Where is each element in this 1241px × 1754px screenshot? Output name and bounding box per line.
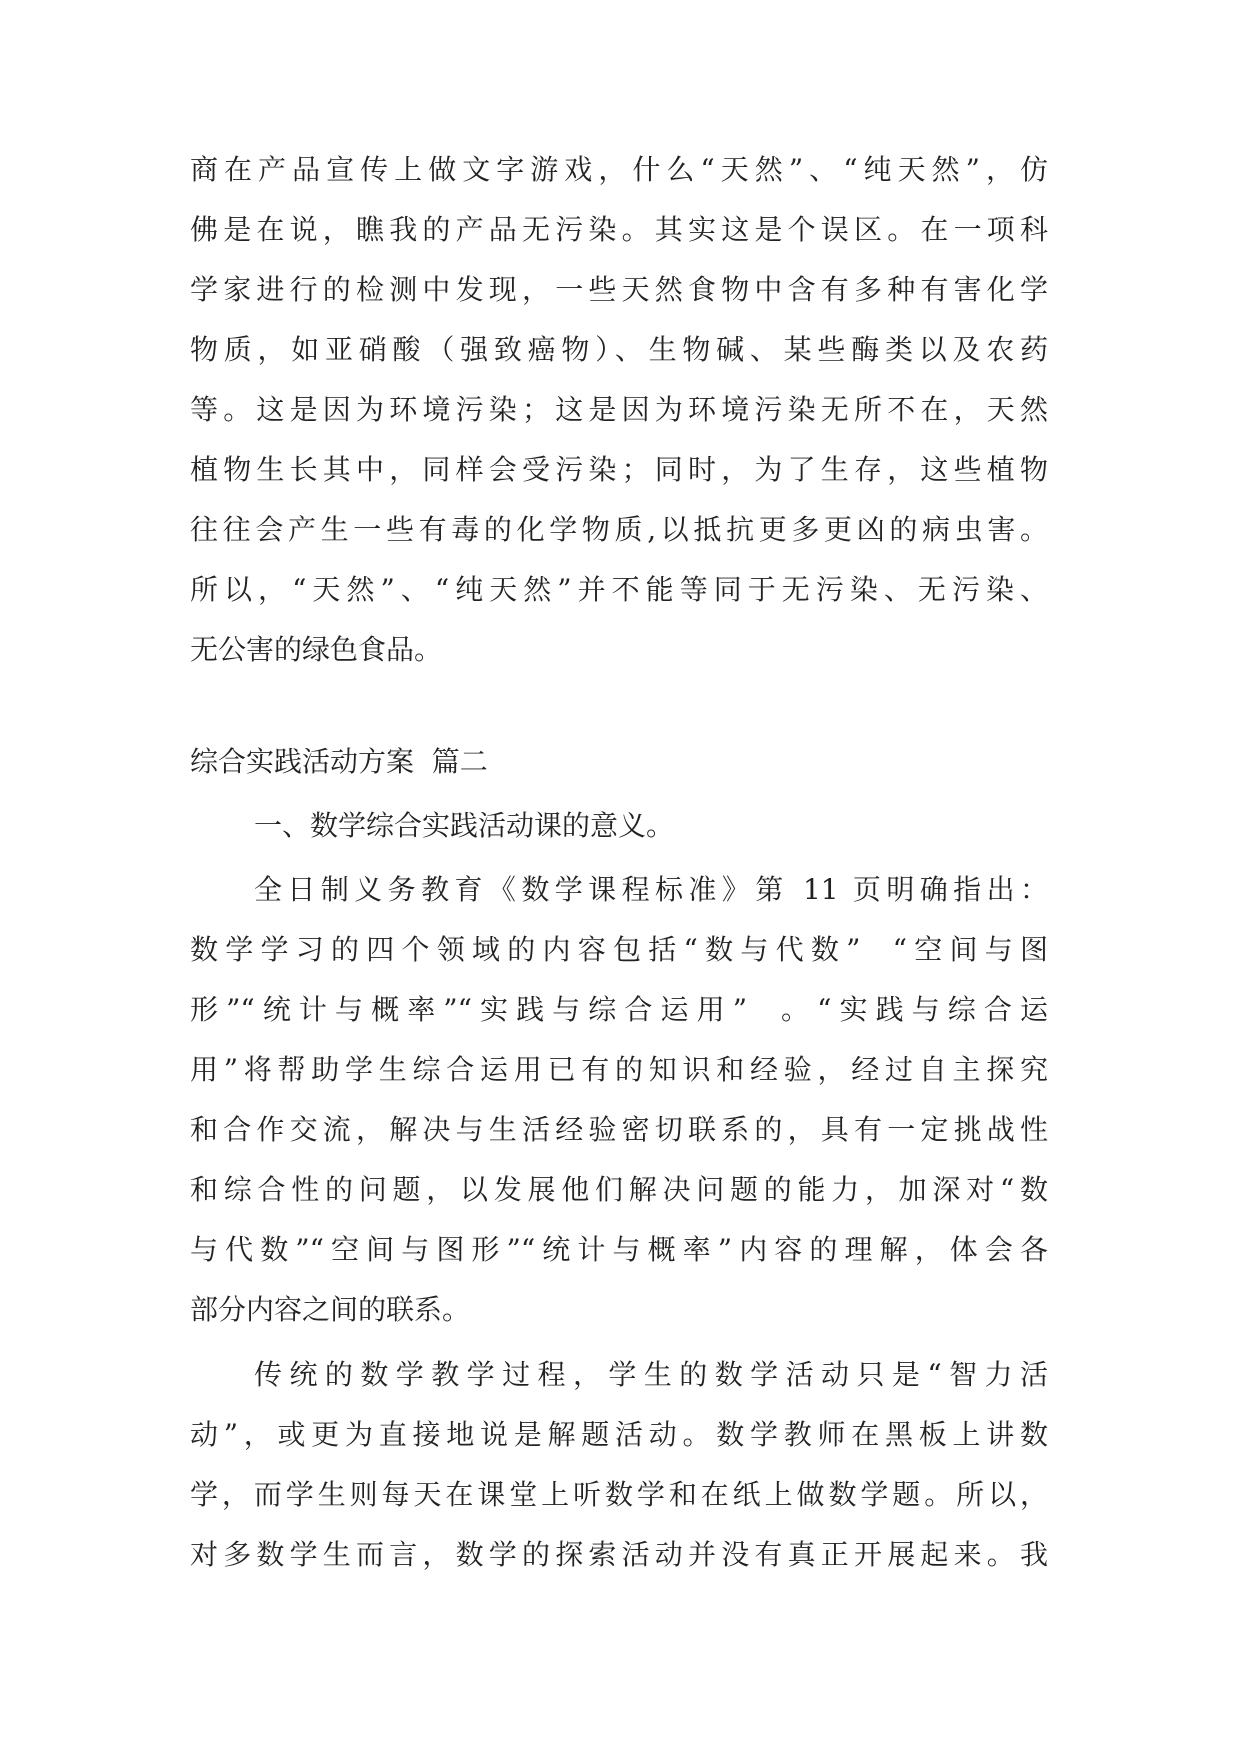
- paragraph-1-line: 无公害的绿色食品。: [190, 633, 443, 666]
- paragraph-3-line: 对多数学生而言，数学的探索活动并没有真正开展起来。我: [190, 1538, 1048, 1571]
- paragraph-3-line: 传统的数学教学过程，学生的数学活动只是“智力活: [254, 1358, 1048, 1391]
- paragraph-2-line: 与代数”“空间与图形”“统计与概率”内容的理解，体会各: [190, 1233, 1048, 1266]
- paragraph-1-line: 佛是在说，瞧我的产品无污染。其实这是个误区。在一项科: [190, 213, 1048, 246]
- paragraph-2-line: 数学学习的四个领域的内容包括“数与代数” “空间与图: [190, 933, 1048, 966]
- paragraph-1-line: 等。这是因为环境污染；这是因为环境污染无所不在，天然: [190, 393, 1048, 426]
- paragraph-2-line: 部分内容之间的联系。: [190, 1293, 471, 1326]
- paragraph-1-line: 学家进行的检测中发现，一些天然食物中含有多种有害化学: [190, 273, 1048, 306]
- paragraph-1-line: 往往会产生一些有毒的化学物质,以抵抗更多更凶的病虫害。: [190, 513, 1048, 546]
- paragraph-1-line: 物质，如亚硝酸（强致癌物）、生物碱、某些酶类以及农药: [190, 333, 1048, 366]
- paragraph-2-line: 用”将帮助学生综合运用已有的知识和经验，经过自主探究: [190, 1053, 1048, 1086]
- paragraph-1-line: 所以，“天然”、“纯天然”并不能等同于无污染、无污染、: [190, 573, 1048, 606]
- paragraph-2-line: 和合作交流，解决与生活经验密切联系的，具有一定挑战性: [190, 1113, 1048, 1146]
- paragraph-2-line: 形”“统计与概率”“实践与综合运用” 。“实践与综合运: [190, 993, 1048, 1026]
- paragraph-2-line: 全日制义务教育《数学课程标准》第 11 页明确指出：: [254, 873, 1048, 906]
- paragraph-3-line: 动”，或更为直接地说是解题活动。数学教师在黑板上讲数: [190, 1418, 1048, 1451]
- paragraph-1-line: 商在产品宣传上做文字游戏，什么“天然”、“纯天然”，仿: [190, 153, 1048, 186]
- paragraph-3-line: 学，而学生则每天在课堂上听数学和在纸上做数学题。所以，: [190, 1478, 1048, 1511]
- paragraph-1-line: 植物生长其中，同样会受污染；同时，为了生存，这些植物: [190, 453, 1048, 486]
- paragraph-2-line: 和综合性的问题，以发展他们解决问题的能力，加深对“数: [190, 1173, 1048, 1206]
- section-title: 综合实践活动方案 篇二: [190, 745, 488, 778]
- subheading: 一、数学综合实践活动课的意义。: [254, 809, 675, 842]
